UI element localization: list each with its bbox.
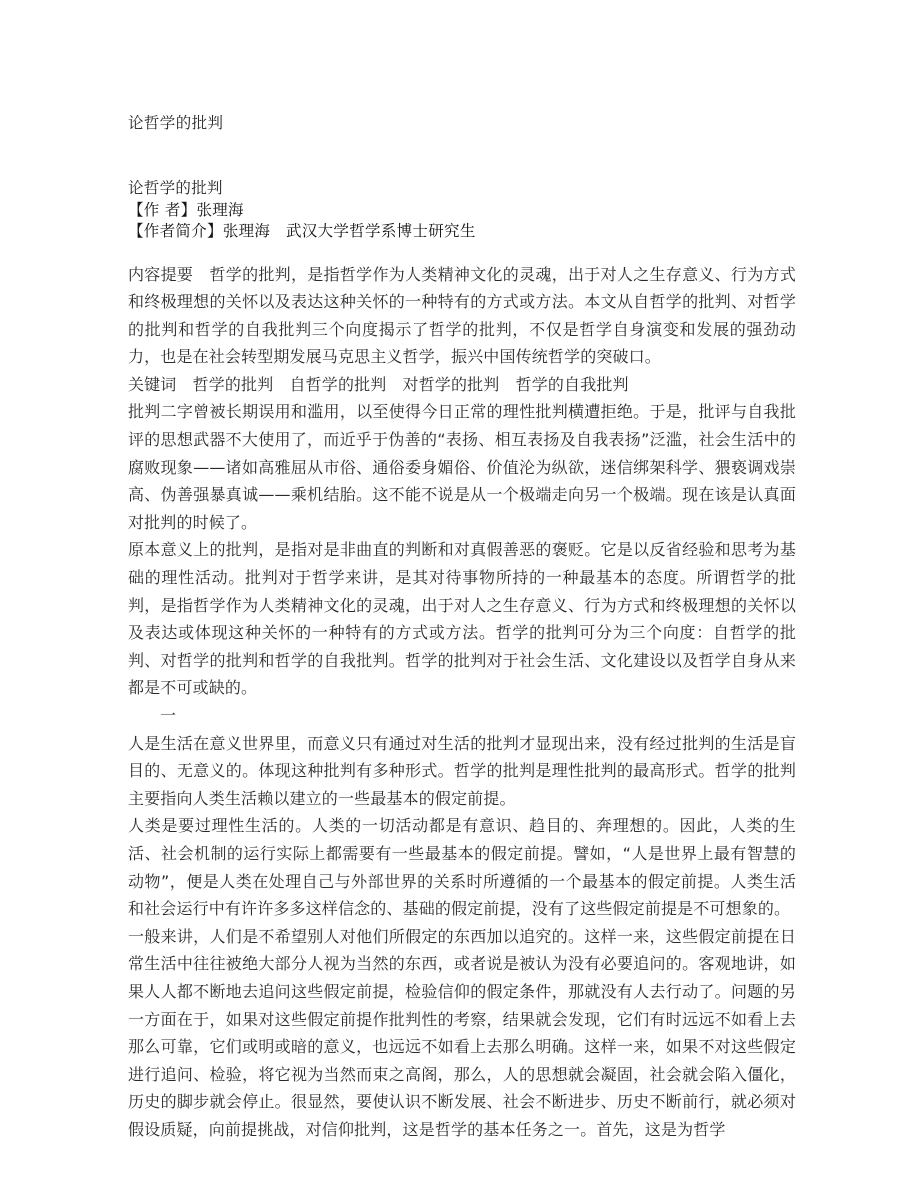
author-bio-value: 张理海 武汉大学哲学系博士研究生 — [222, 222, 476, 240]
page-header-title: 论哲学的批判 — [128, 114, 224, 132]
author-bio-line — [128, 221, 796, 243]
abstract-paragraph: 内容提要 哲学的批判，是指哲学作为人类精神文化的灵魂，出于对人之生存意义、行为方式和终极理想的关怀以及表达这种关怀的一种特有的方式或方法。本文从自哲学的批判、对哲学的批判和哲学的自我批判三个向度揭示了哲学的批判，不仅是哲学自身演变和发展的强劲动力，也是在社会转型期发展马克思主义哲学，振兴中国传统哲学的突破口。 — [128, 264, 796, 367]
author-bio-label: 【作者简介】 — [128, 222, 223, 240]
article-meta-block — [128, 178, 796, 243]
section-number-one: 一 — [128, 706, 177, 725]
article-body — [128, 261, 796, 1144]
page-content — [128, 0, 796, 1144]
body-paragraph: 原本意义上的批判，是指对是非曲直的判断和对真假善恶的褒贬。它是以反省经验和思考为基础的理性活动。批判对于哲学来讲，是其对待事物所持的一种最基本的态度。所谓哲学的批判，是指哲学作为人类精神文化的灵魂，出于对人之生存意义、行为方式和终极理想的关怀以及表达或体现这种关怀的一种特有的方式或方法。哲学的批判可分为三个向度：自哲学的批判、对哲学的批判和哲学的自我批判。哲学的批判对于社会生活、文化建设以及哲学自身从来都是不可或缺的。 — [128, 540, 796, 698]
body-paragraph: 批判二字曾被长期误用和滥用，以至使得今日正常的理性批判横遭拒绝。于是，批评与自我批评的思想武器不大使用了，而近乎于伪善的“表扬、相互表扬及自我表扬”泛滥，社会生活中的腐败现象——诸如高雅屈从市俗、通俗委身媚俗、价值沦为纵欲，迷信绑架科学、猥亵调戏崇高、伪善强暴真诚——乘机结胎。这不能不说是从一个极端走向另一个极端。现在该是认真面对批判的时候了。 — [128, 402, 796, 532]
author-line — [128, 200, 796, 222]
body-paragraph: 一般来讲，人们是不希望别人对他们所假定的东西加以追究的。这样一来，这些假定前提在日常生活中往往被绝大部分人视为当然的东西，或者说是被认为没有必要追问的。客观地讲，如果人人都不断地去追问这些假定前提，检验信仰的假定条件，那就没有人去行动了。问题的另一方面在于，如果对这些假定前提作批判性的考察，结果就会发现，它们有时远远不如看上去那么可靠，它们或明或暗的意义，也远远不如看上去那么明确。这样一来，如果不对这些假定进行追问、检验，将它视为当然而束之高阁，那么，人的思想就会凝固，社会就会陷入僵化，历史的脚步就会停止。很显然，要使认识不断发展、社会不断进步、历史不断前行，就必须对假设质疑，向前提挑战，对信仰批判，这是哲学的基本任务之一。首先，这是为哲学 — [128, 926, 796, 1139]
body-paragraph: 人类是要过理性生活的。人类的一切活动都是有意识、趋目的、奔理想的。因此，人类的生活、社会机制的运行实际上都需要有一些最基本的假定前提。譬如，“人是世界上最有智慧的动物”，便是人类在处理自己与外部世界的关系时所遵循的一个最基本的假定前提。人类生活和社会运行中有许许多多这样信念的、基础的假定前提，没有了这些假定前提是不可想象的。 — [128, 816, 796, 919]
author-label: 【作 者】 — [128, 200, 197, 219]
article-title: 论哲学的批判 — [128, 179, 223, 197]
body-paragraph: 人是生活在意义世界里，而意义只有通过对生活的批判才显现出来，没有经过批判的生活是盲目的、无意义的。体现这种批判有多种形式。哲学的批判是理性批判的最高形式。哲学的批判主要指向人类生活赖以建立的一些最基本的假定前提。 — [128, 733, 796, 808]
author-value: 张理海 — [196, 200, 244, 219]
keywords-line: 关键词 哲学的批判 自哲学的批判 对哲学的批判 哲学的自我批判 — [128, 374, 629, 394]
